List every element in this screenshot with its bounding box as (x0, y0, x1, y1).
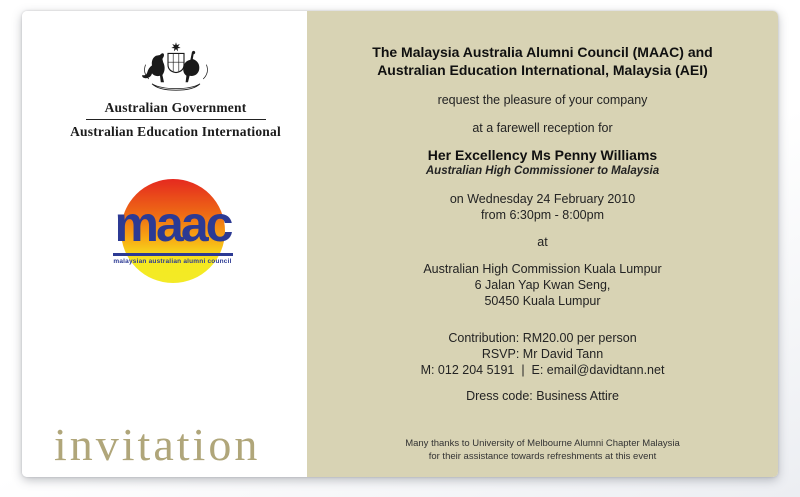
dress-code-line: Dress code: Business Attire (466, 389, 619, 403)
invitation-text-panel (307, 11, 778, 477)
gov-divider-line (86, 119, 266, 120)
thanks-line-2: for their assistance towards refreshments at this event (428, 450, 657, 462)
date-time-block (317, 191, 768, 223)
maac-underline-bar (113, 253, 233, 256)
left-panel (22, 11, 307, 477)
venue-block (317, 261, 768, 309)
acknowledgement-block (317, 438, 768, 463)
host-line-1: The Malaysia Australia Alumni Council (MAAC) and (372, 44, 713, 60)
guest-name: Her Excellency Ms Penny Williams (427, 147, 658, 163)
at-line: at (537, 235, 548, 249)
maac-logo (106, 179, 240, 297)
date-line: on Wednesday 24 February 2010 (449, 192, 636, 206)
maac-wordmark: maac (114, 196, 231, 252)
request-line: request the pleasure of your company (437, 93, 648, 107)
gov-title: Australian Government (104, 100, 247, 115)
occasion-line: at a farewell reception for (472, 121, 613, 135)
venue-line-2: 6 Jalan Yap Kwan Seng, (474, 278, 611, 292)
contribution-line: Contribution: RM20.00 per person (448, 331, 637, 345)
australian-government-block (70, 39, 281, 140)
host-organisations (317, 43, 768, 79)
australian-coat-of-arms-icon (136, 39, 216, 95)
guest-of-honour-block (317, 147, 768, 178)
invitation-card (22, 11, 778, 477)
host-line-2: Australian Education International, Malaysia (AEI) (377, 62, 708, 78)
time-line: from 6:30pm - 8:00pm (481, 208, 604, 222)
guest-title: Australian High Commissioner to Malaysia (425, 165, 660, 177)
venue-line-1: Australian High Commission Kuala Lumpur (423, 262, 662, 276)
contact-line: M: 012 204 5191 | E: email@davidtann.net (420, 363, 665, 377)
gov-department: Australian Education International (70, 124, 281, 139)
rsvp-line: RSVP: Mr David Tann (481, 347, 604, 361)
maac-tagline: malaysian australian alumni council (113, 258, 232, 265)
invitation-title: invitation (54, 419, 261, 470)
thanks-line-1: Many thanks to University of Melbourne Alumni Chapter Malaysia (405, 438, 680, 449)
venue-line-3: 50450 Kuala Lumpur (484, 294, 601, 308)
rsvp-block (317, 330, 768, 378)
